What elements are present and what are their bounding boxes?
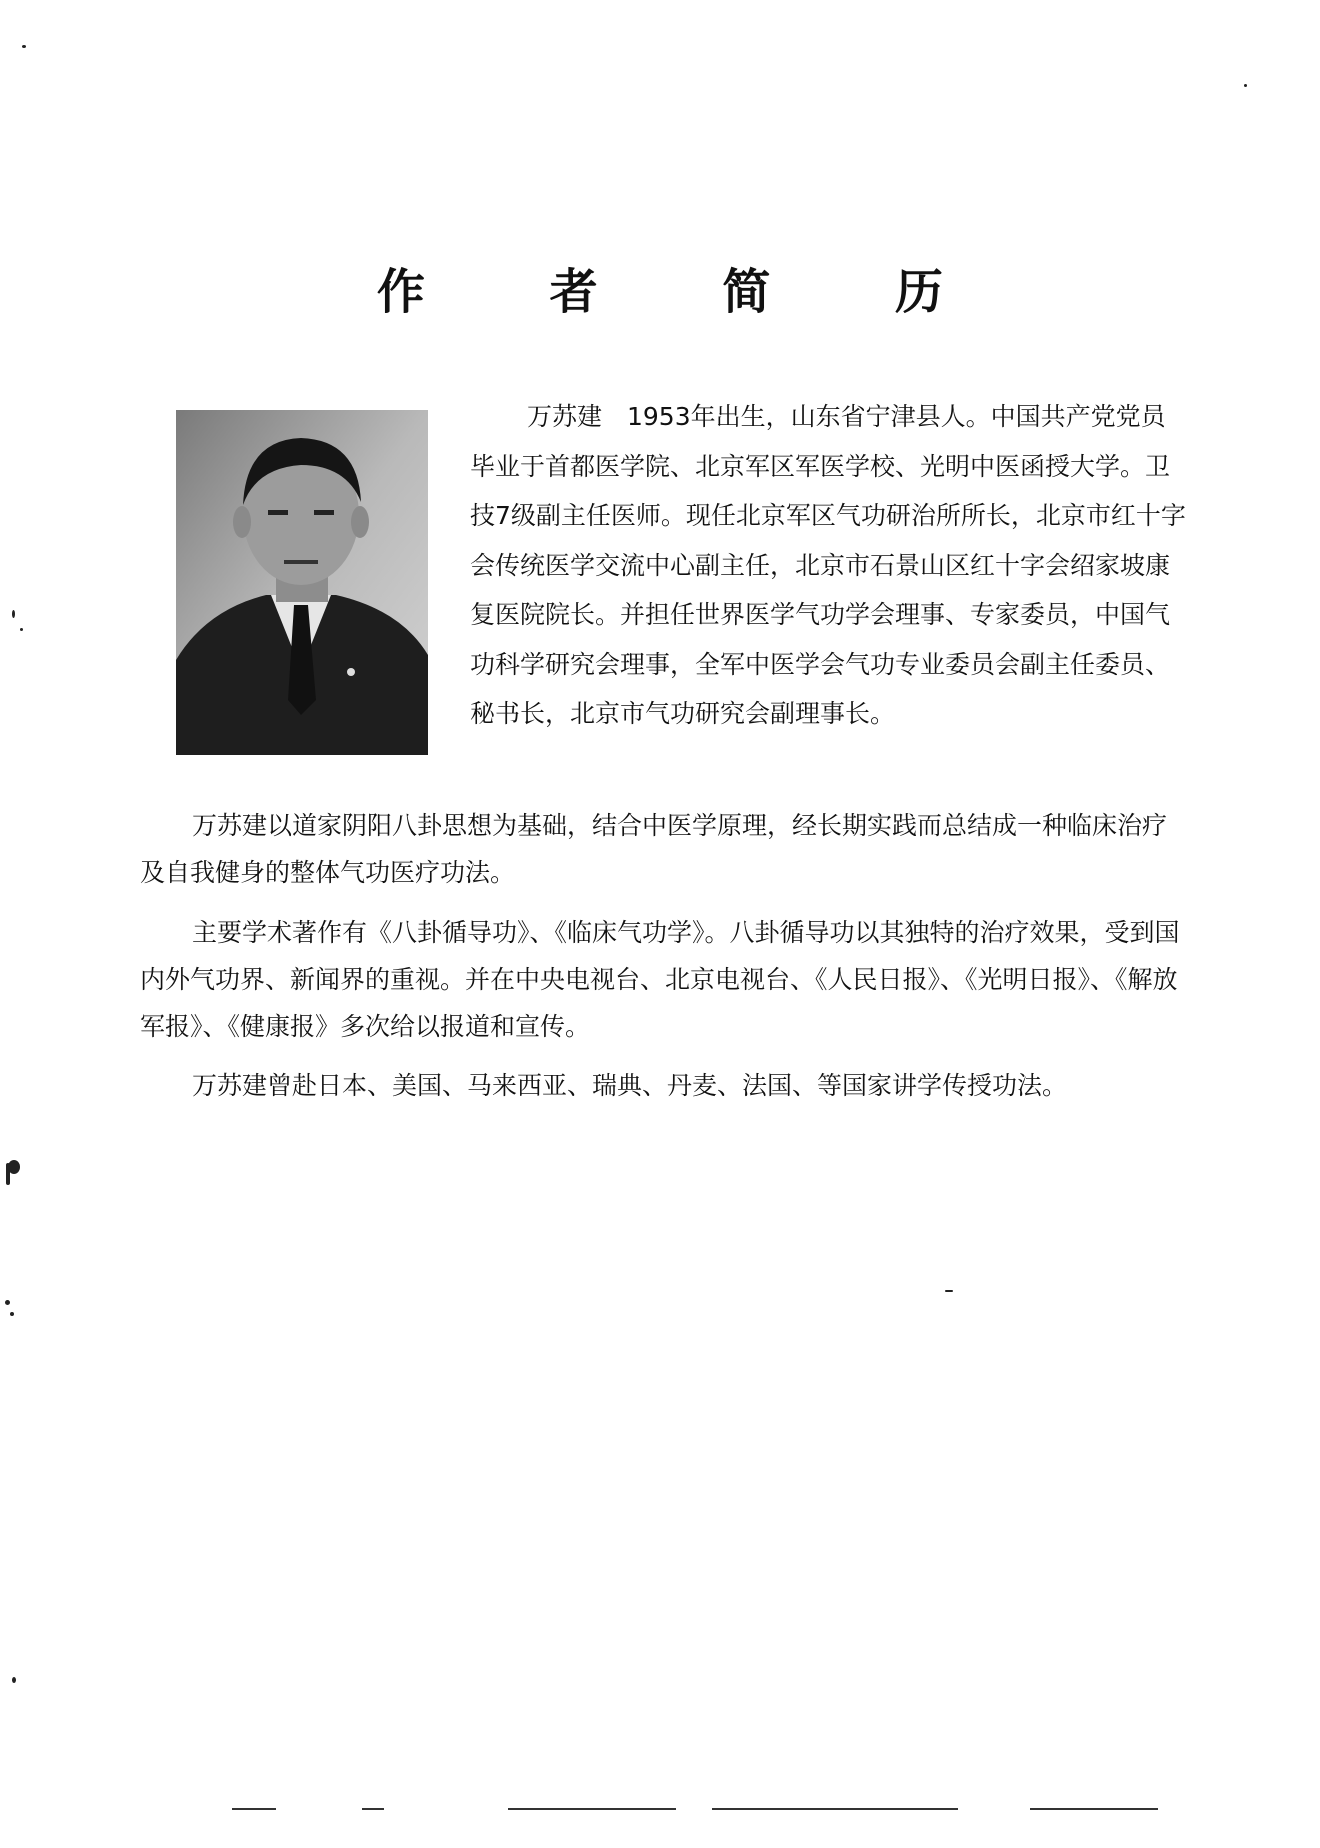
- scan-speck: [10, 1312, 14, 1316]
- works-paragraph: 主要学术著作有《八卦循导功》、《临床气功学》。八卦循导功以其独特的治疗效果，受到国内外气功界、新闻界的重视。并在中央电视台、北京电视台、《人民日报》、《光明日报》、《解放军报》、《健康报》多次给以报道和宣传。: [140, 918, 1180, 1041]
- footer-scan-line: [712, 1808, 958, 1810]
- method-paragraph: 万苏建以道家阴阳八卦思想为基础，结合中医学原理，经长期实践而总结成一种临床治疗及自我健身的整体气功医疗功法。: [140, 811, 1168, 887]
- footer-scan-line: [508, 1808, 676, 1810]
- bio-paragraph: 万苏建 1953年出生，山东省宁津县人。中国共产党党员 毕业于首都医学院、北京军区军医学校、光明中医函授大学。卫技7级副主任医师。现任北京军区气功研治所所长，北京市红十字会传统医学交流中心副主任，北京市石景山区红十字会绍家坡康复医院院长。并担任世界医学气功学会理事、专家委员，中国气功科学研究会理事，全军中医学会气功专业委员会副主任委员、秘书长，北京市气功研究会副理事长。: [470, 402, 1191, 728]
- scan-speck: [6, 1163, 10, 1185]
- scan-speck: [1244, 84, 1247, 87]
- scan-speck: [20, 628, 23, 631]
- travel-paragraph: 万苏建曾赴日本、美国、马来西亚、瑞典、丹麦、法国、等国家讲学传授功法。: [192, 1071, 1068, 1100]
- scan-speck: [22, 45, 26, 48]
- footer-scan-line: [1030, 1808, 1158, 1810]
- scan-speck: [12, 610, 15, 618]
- author-portrait: [176, 410, 428, 755]
- footer-scan-line: [232, 1808, 276, 1810]
- scan-speck: [12, 1677, 16, 1683]
- scan-speck: [5, 1300, 10, 1305]
- page-title: 作 者 简 历: [376, 264, 998, 320]
- footer-scan-line: [362, 1808, 384, 1810]
- scan-speck: [945, 1290, 953, 1292]
